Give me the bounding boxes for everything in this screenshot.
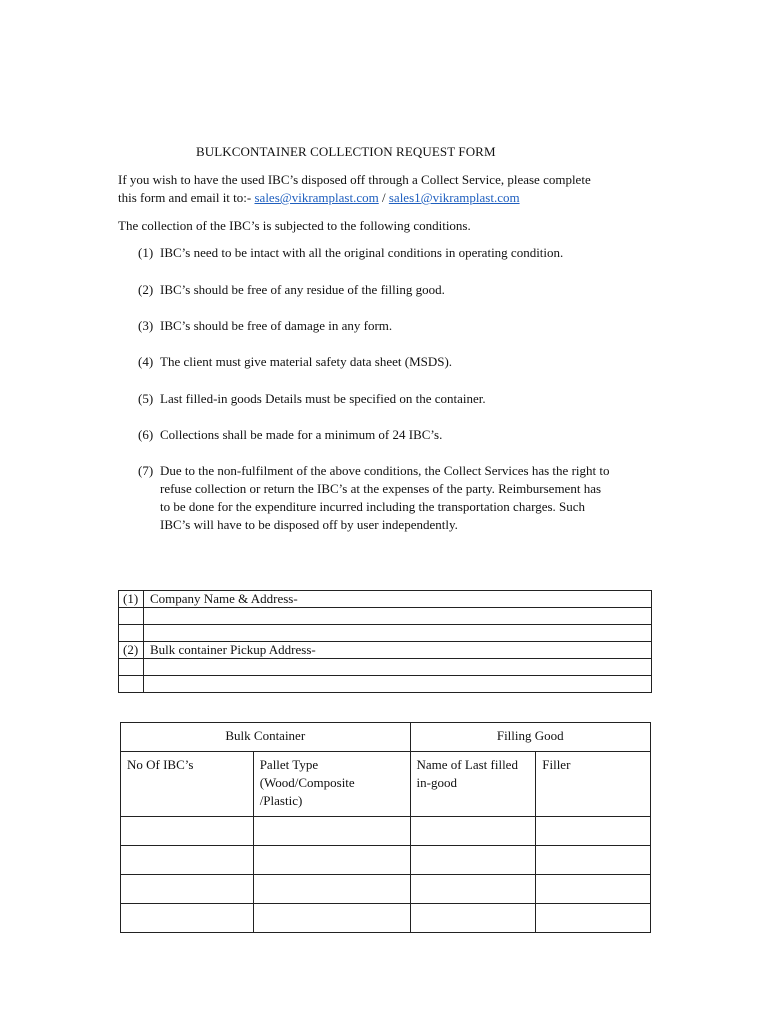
condition-text: to be done for the expenditure incurred including the transportation charges. Such [160,499,586,514]
condition-number: (4) [138,354,154,369]
table-cell[interactable] [121,904,254,933]
condition-text: Last filled-in goods Details must be specified on the container. [160,391,486,406]
table-row [121,846,651,875]
intro-line-2 [118,189,520,207]
blank-cell [119,659,144,676]
condition-number: (7) [138,463,154,478]
table-cell[interactable] [253,875,410,904]
pickup-address-field[interactable] [144,659,652,676]
condition-item-3 [138,317,392,335]
pallet-type-header [253,752,410,817]
email-separator: / [378,190,389,205]
form-title: BULKCONTAINER COLLECTION REQUEST FORM [196,144,496,159]
table-header-row [121,723,651,752]
row-index: (1) [119,591,144,608]
pallet-type-line: (Wood/Composite [259,775,355,790]
company-details-table [118,590,652,693]
table-row [121,904,651,933]
table-cell[interactable] [410,875,536,904]
table-row [119,642,652,659]
filling-good-header: Filling Good [410,723,650,752]
company-name-label: Company Name & Address- [144,591,652,608]
table-cell[interactable] [536,817,651,846]
table-cell[interactable] [536,904,651,933]
filler-header: Filler [536,752,651,817]
bulk-container-table [120,722,651,933]
condition-item-4 [138,353,452,371]
bulk-container-header: Bulk Container [121,723,411,752]
intro-line-2-prefix: this form and email it to:- [118,190,255,205]
condition-item-6 [138,426,442,444]
condition-text: Due to the non-fulfilment of the above conditions, the Collect Services has the right to [160,463,610,478]
blank-cell [119,676,144,693]
company-address-field[interactable] [144,625,652,642]
condition-text: refuse collection or return the IBC’s at the expenses of the party. Reimbursement has [160,481,602,496]
conditions-intro: The collection of the IBC’s is subjected to the following conditions. [118,218,471,233]
table-cell[interactable] [536,875,651,904]
last-filled-line: in-good [416,775,457,790]
table-row [119,608,652,625]
pallet-type-line: /Plastic) [259,793,303,808]
table-cell[interactable] [253,846,410,875]
condition-number: (2) [138,282,154,297]
condition-text: IBC’s should be free of damage in any form. [160,318,393,333]
condition-text: IBC’s will have to be disposed off by user independently. [160,517,458,532]
row-index: (2) [119,642,144,659]
pickup-address-label: Bulk container Pickup Address- [144,642,652,659]
table-row [119,676,652,693]
condition-number: (6) [138,427,154,442]
pickup-address-field[interactable] [144,676,652,693]
condition-text: Collections shall be made for a minimum of 24 IBC’s. [160,427,443,442]
condition-number: (1) [138,245,154,260]
intro-line-1: If you wish to have the used IBC’s disposed off through a Collect Service, please complete [118,172,591,187]
table-row [119,625,652,642]
no-of-ibcs-header: No Of IBC’s [121,752,254,817]
condition-text: The client must give material safety data sheet (MSDS). [160,354,453,369]
table-row [119,659,652,676]
table-cell[interactable] [536,846,651,875]
table-cell[interactable] [121,846,254,875]
company-address-field[interactable] [144,608,652,625]
table-cell[interactable] [253,817,410,846]
table-cell[interactable] [121,817,254,846]
table-row [121,817,651,846]
condition-number: (5) [138,391,154,406]
table-cell[interactable] [121,875,254,904]
condition-number: (3) [138,318,154,333]
email-link-sales[interactable]: sales@vikramplast.com [254,190,379,205]
condition-item-5 [138,390,486,408]
last-filled-header [410,752,536,817]
condition-item-1 [138,244,563,262]
condition-text: IBC’s should be free of any residue of the filling good. [160,282,445,297]
table-cell[interactable] [410,904,536,933]
condition-item-2 [138,281,445,299]
blank-cell [119,608,144,625]
table-row [119,591,652,608]
condition-item-7 [138,462,609,534]
table-cell[interactable] [410,817,536,846]
blank-cell [119,625,144,642]
table-row [121,875,651,904]
pallet-type-line: Pallet Type [259,757,319,772]
table-cell[interactable] [253,904,410,933]
table-subheader-row [121,752,651,817]
condition-text: IBC’s need to be intact with all the original conditions in operating condition. [160,245,564,260]
last-filled-line: Name of Last filled [416,757,518,772]
table-cell[interactable] [410,846,536,875]
email-link-sales1[interactable]: sales1@vikramplast.com [388,190,520,205]
